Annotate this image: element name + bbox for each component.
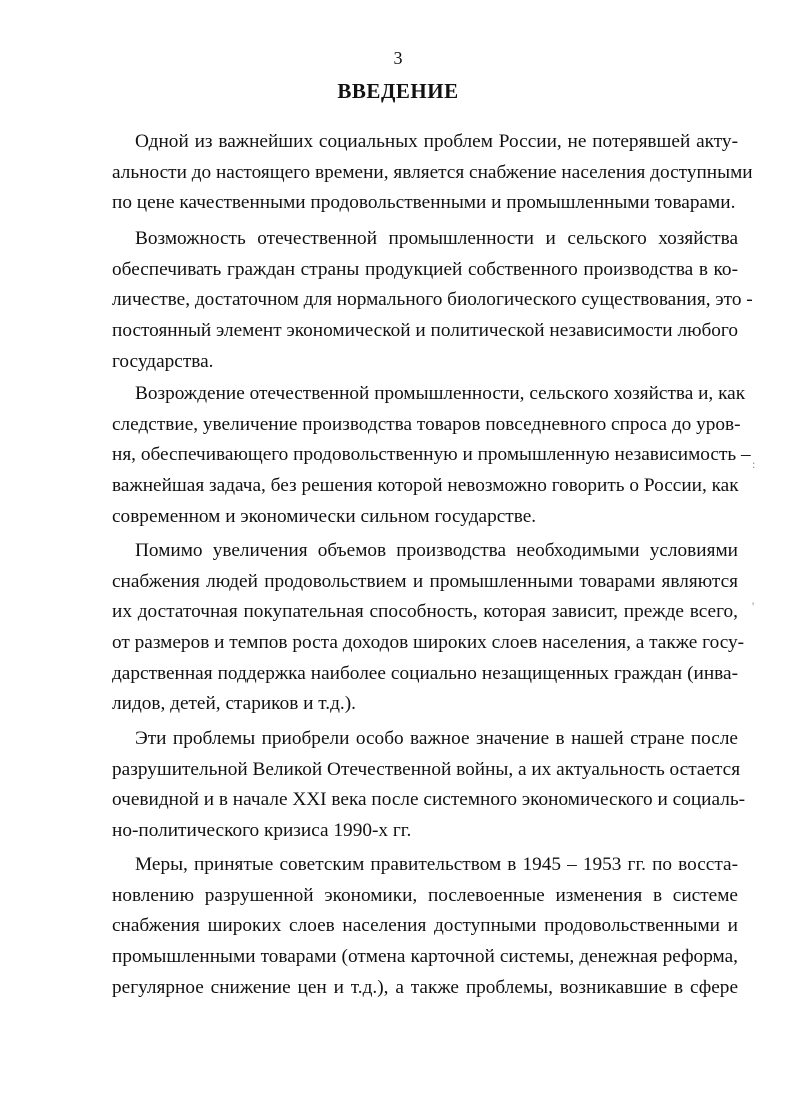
text-line: Помимо увеличения объемов производства необходимыми условиями <box>135 540 738 561</box>
text-line: ня, обеспечивающего продовольственную и промышленную независимость – <box>112 444 751 466</box>
text-line: по цене качественными продовольственными и промышленными товарами. <box>112 192 736 214</box>
text-line: от размеров и темпов роста доходов широких слоев населения, а также госу- <box>112 632 745 654</box>
paragraph-6 <box>112 850 738 1003</box>
paragraph-3 <box>112 379 751 532</box>
paragraph-1 <box>112 127 753 219</box>
text-line: промышленными товарами (отмена карточной системы, денежная реформа, <box>112 946 738 968</box>
text-line: их достаточная покупательная способность, которая зависит, прежде всего, <box>112 601 738 623</box>
scan-speck: ' <box>752 599 755 613</box>
text-line: Возможность отечественной промышленности и сельского хозяйства <box>135 228 738 249</box>
text-line: Одной из важнейших социальных проблем России, не потерявшей акту- <box>135 131 738 152</box>
paragraph-2 <box>112 224 753 377</box>
text-line: новлению разрушенной экономики, послевоенные изменения в системе <box>112 884 738 906</box>
text-line: разрушительной Великой Отечественной войны, а их актуальность остается <box>112 758 741 780</box>
text-line: альности до настоящего времени, является снабжение населения доступными <box>112 161 753 183</box>
text-line: государства. <box>112 350 214 372</box>
text-line: снабжения широких слоев населения доступными продовольственными и <box>112 915 738 937</box>
text-line: современном и экономически сильном государстве. <box>112 505 537 527</box>
text-line: Возрождение отечественной промышленности, сельского хозяйства и, как <box>135 383 746 404</box>
text-line: личестве, достаточном для нормального биологического существования, это - <box>112 289 753 311</box>
page-number: 3 <box>393 48 403 68</box>
text-line: регулярное снижение цен и т.д.), а также проблемы, возникавшие в сфере <box>112 976 738 998</box>
text-line: но-политического кризиса 1990-х гг. <box>112 820 412 842</box>
text-line: лидов, детей, стариков и т.д.). <box>112 693 356 715</box>
text-line: дарственная поддержка наиболее социально незащищенных граждан (инва- <box>112 662 738 684</box>
text-line: Меры, принятые советским правительством в 1945 – 1953 гг. по восста- <box>135 854 738 875</box>
text-line: Эти проблемы приобрели особо важное значение в нашей стране после <box>135 728 738 749</box>
paragraph-4 <box>112 536 745 720</box>
scan-speck: : <box>752 457 756 471</box>
text-line: важнейшая задача, без решения которой невозможно говорить о России, как <box>112 475 739 497</box>
section-heading: ВВЕДЕНИЕ <box>337 79 459 103</box>
text-line: очевидной и в начале XXI века после системного экономического и социаль- <box>112 789 746 811</box>
paragraph-5 <box>112 724 746 847</box>
text-line: постоянный элемент экономической и политической независимости любого <box>112 320 738 342</box>
text-line: обеспечивать граждан страны продукцией собственного производства в ко- <box>112 258 738 280</box>
text-line: следствие, увеличение производства товаров повседневного спроса до уров- <box>112 413 741 435</box>
text-line: снабжения людей продовольствием и промышленными товарами являются <box>112 570 738 592</box>
